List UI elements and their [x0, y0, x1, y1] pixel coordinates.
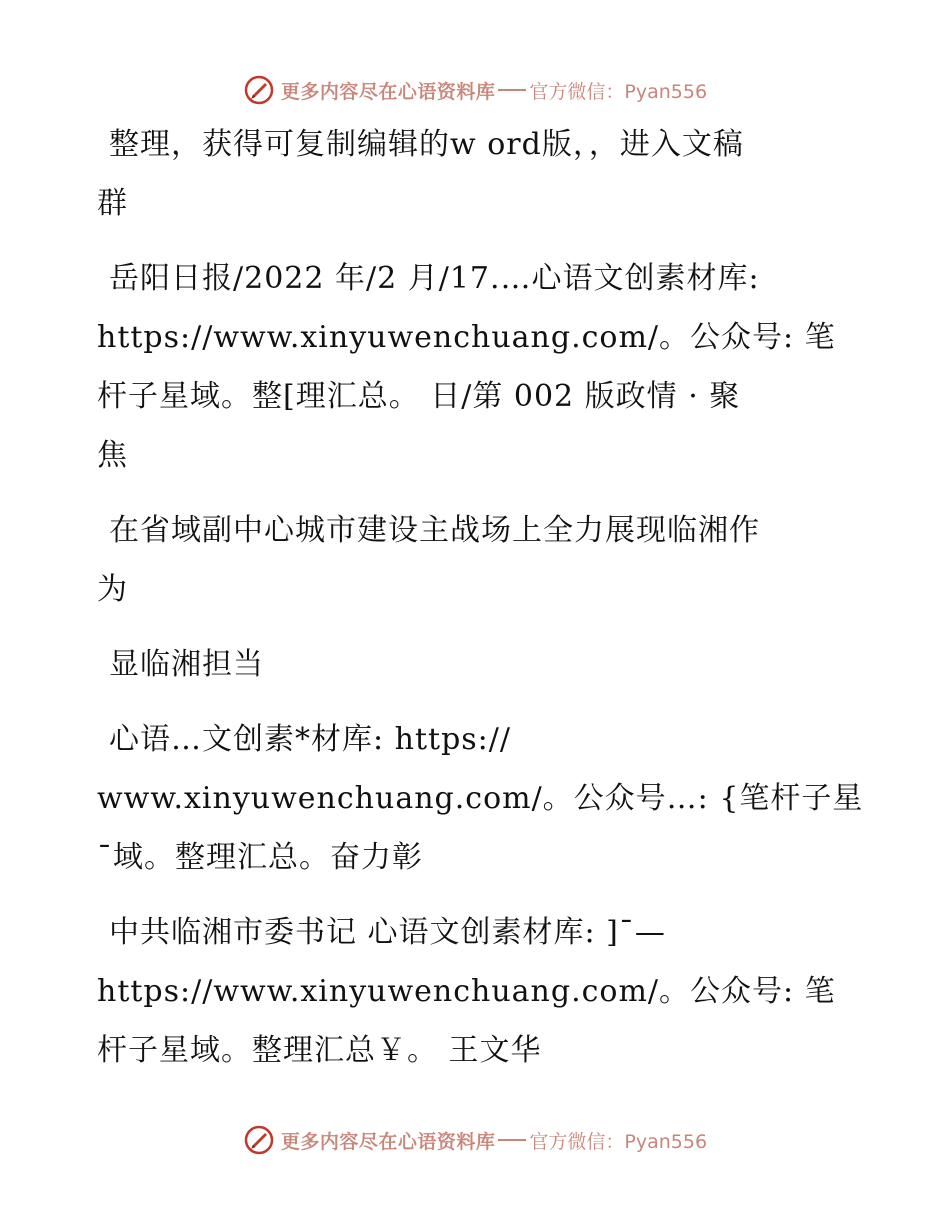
paragraph-2 [97, 249, 857, 485]
paragraph-1 [97, 115, 857, 233]
header-banner [0, 70, 950, 110]
paragraph-line: 岳阳日报/2022 年/2 月/17.…心语文创素材库: [109, 261, 760, 296]
footer-banner-dash [498, 1139, 526, 1141]
paragraph-line: 整理，获得可复制编辑的w ord版，，进入文稿 [109, 127, 744, 162]
paragraph-line: 群 [97, 186, 128, 221]
paragraph-6 [97, 903, 857, 1080]
quill-pen-logo-icon [243, 74, 275, 106]
paragraph-line: 杆子星域。整理汇总￥。 王文华 [97, 1033, 542, 1068]
paragraph-line: 心语…文创素*材库: https:// [109, 722, 511, 757]
footer-banner [0, 1120, 950, 1160]
paragraph-line: https://www.xinyuwenchuang.com/。公众号: 笔 [97, 974, 836, 1009]
paragraph-4 [97, 635, 857, 694]
paragraph-line: 为 [97, 572, 128, 607]
paragraph-line: 在省域副中心城市建设主战场上全力展现临湘作 [109, 513, 760, 548]
paragraph-3 [97, 501, 857, 619]
paragraph-line: 中共临湘市委书记 心语文创素材库: ]¯— [109, 915, 666, 950]
paragraph-line: www.xinyuwenchuang.com/。公众号…: {笔杆子星 [97, 781, 864, 816]
paragraph-line: 焦 [97, 438, 128, 473]
header-banner-wechat: 官方微信：Pyan556 [529, 80, 708, 103]
footer-banner-wechat: 官方微信：Pyan556 [529, 1130, 708, 1153]
header-banner-dash [498, 89, 526, 91]
header-banner-text: 更多内容尽在心语资料库 [280, 80, 496, 103]
document-body [97, 115, 864, 1096]
paragraph-line: https://www.xinyuwenchuang.com/。公众号: 笔 [97, 320, 836, 355]
paragraph-line: 显临湘担当 [109, 647, 264, 682]
footer-banner-text: 更多内容尽在心语资料库 [280, 1130, 496, 1153]
paragraph-line: ¯域。整理汇总。奋力彰 [97, 840, 423, 875]
paragraph-line: 杆子星域。整[理汇总。 日/第 002 版政情 · 聚 [97, 379, 741, 414]
paragraph-5 [97, 710, 864, 887]
quill-pen-logo-icon [243, 1124, 275, 1156]
